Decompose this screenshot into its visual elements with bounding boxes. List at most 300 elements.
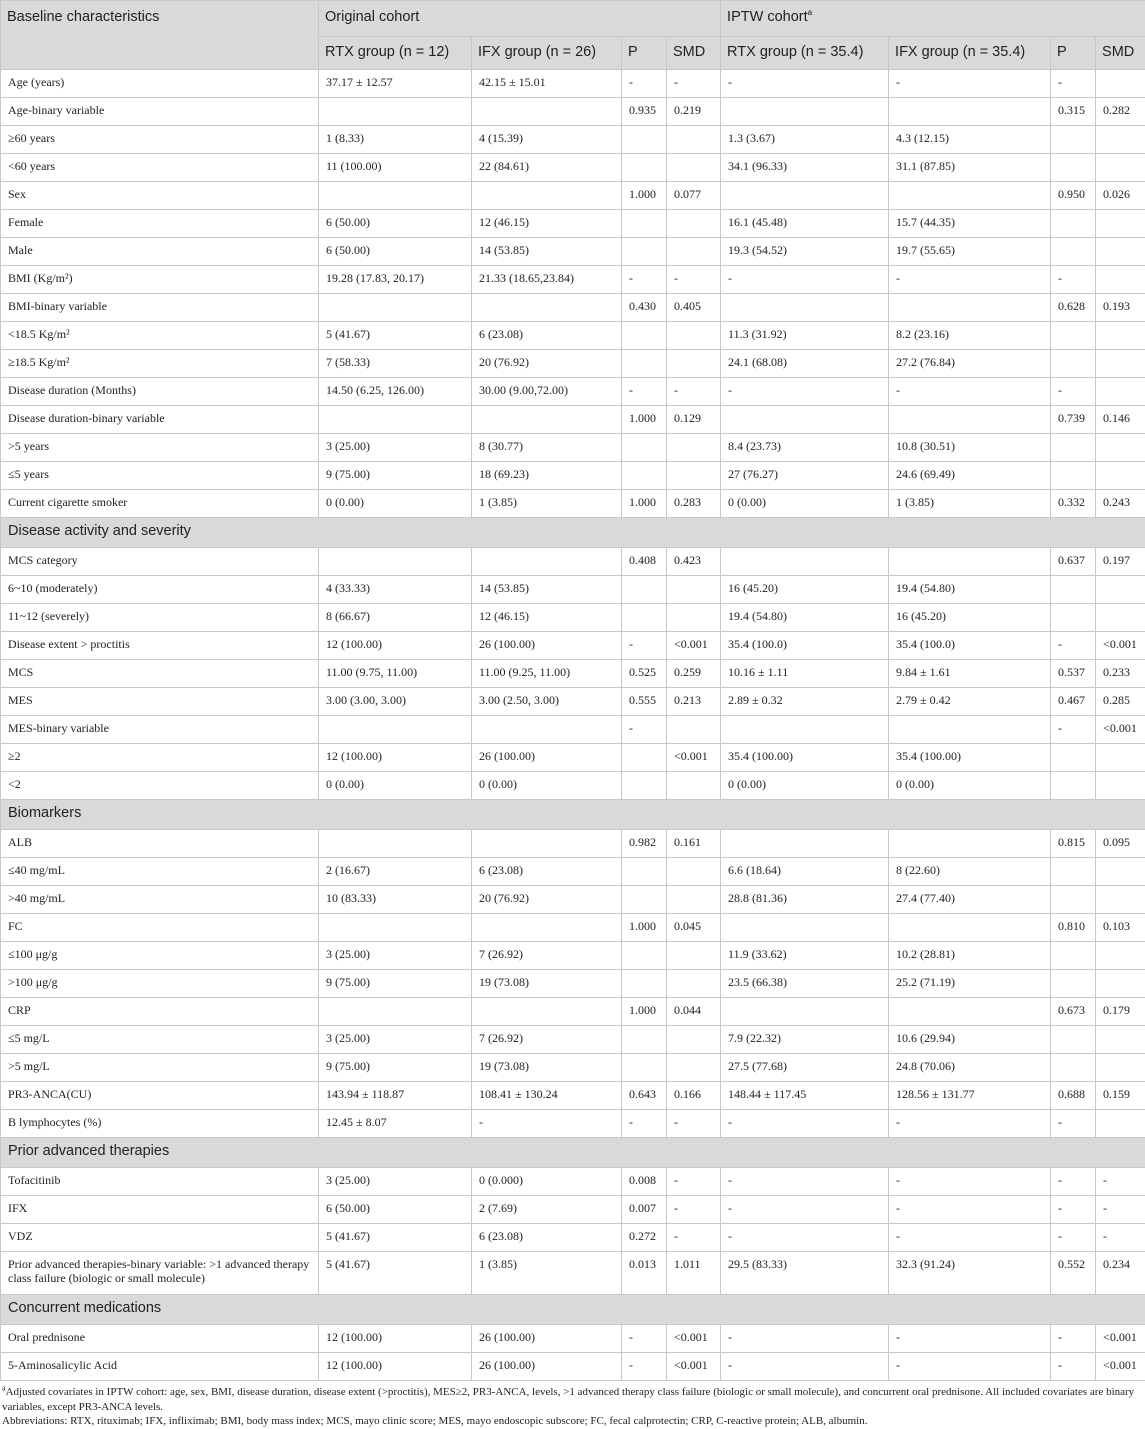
cell-iptw-ifx: 27.4 (77.40) — [889, 886, 1051, 914]
cell-orig-smd — [667, 322, 721, 350]
cell-iptw-rtx: 11.9 (33.62) — [721, 942, 889, 970]
section-title: Disease activity and severity — [1, 518, 1145, 548]
cell-characteristic: Male — [1, 238, 319, 266]
header-orig-smd: SMD — [667, 37, 721, 70]
cell-iptw-smd: 0.197 — [1096, 548, 1145, 576]
cell-orig-p — [622, 744, 667, 772]
table-body — [1, 70, 1145, 1381]
cell-orig-ifx: 14 (53.85) — [472, 576, 622, 604]
cell-characteristic: <60 years — [1, 154, 319, 182]
cell-characteristic: ≥60 years — [1, 126, 319, 154]
cell-iptw-rtx: 148.44 ± 117.45 — [721, 1082, 889, 1110]
cell-iptw-rtx: 11.3 (31.92) — [721, 322, 889, 350]
header-iptw-ifx: IFX group (n = 35.4) — [889, 37, 1051, 70]
cell-iptw-rtx: 19.3 (54.52) — [721, 238, 889, 266]
cell-iptw-rtx: - — [721, 378, 889, 406]
cell-iptw-p — [1051, 350, 1096, 378]
cell-iptw-rtx: - — [721, 1325, 889, 1353]
cell-orig-smd: <0.001 — [667, 632, 721, 660]
cell-orig-smd — [667, 576, 721, 604]
table-row — [1, 1353, 1145, 1381]
cell-iptw-smd — [1096, 322, 1145, 350]
table-row — [1, 378, 1145, 406]
cell-orig-rtx: 6 (50.00) — [319, 1196, 472, 1224]
cell-iptw-p: 0.815 — [1051, 830, 1096, 858]
cell-orig-ifx: 7 (26.92) — [472, 942, 622, 970]
cell-iptw-ifx: - — [889, 1353, 1051, 1381]
cell-orig-rtx: 0 (0.00) — [319, 772, 472, 800]
header-iptw-smd: SMD — [1096, 37, 1145, 70]
table-row — [1, 830, 1145, 858]
cell-orig-rtx: 14.50 (6.25, 126.00) — [319, 378, 472, 406]
cell-iptw-ifx: 1 (3.85) — [889, 490, 1051, 518]
cell-iptw-rtx — [721, 548, 889, 576]
cell-orig-p: 0.272 — [622, 1224, 667, 1252]
cell-iptw-p — [1051, 604, 1096, 632]
cell-iptw-p — [1051, 238, 1096, 266]
cell-orig-smd — [667, 210, 721, 238]
cell-iptw-smd — [1096, 434, 1145, 462]
cell-orig-p — [622, 154, 667, 182]
cell-iptw-ifx: 24.8 (70.06) — [889, 1054, 1051, 1082]
cell-iptw-ifx: - — [889, 1196, 1051, 1224]
cell-iptw-rtx: 23.5 (66.38) — [721, 970, 889, 998]
cell-orig-ifx: 108.41 ± 130.24 — [472, 1082, 622, 1110]
cell-iptw-ifx: 10.6 (29.94) — [889, 1026, 1051, 1054]
cell-characteristic: MCS category — [1, 548, 319, 576]
cell-characteristic: MCS — [1, 660, 319, 688]
table-footnotes — [0, 1381, 1145, 1429]
cell-orig-ifx: 30.00 (9.00,72.00) — [472, 378, 622, 406]
cell-iptw-smd: 0.233 — [1096, 660, 1145, 688]
table-row — [1, 548, 1145, 576]
table-row — [1, 886, 1145, 914]
cell-orig-smd: 0.283 — [667, 490, 721, 518]
cell-iptw-ifx: 27.2 (76.84) — [889, 350, 1051, 378]
cell-characteristic: ≤40 mg/mL — [1, 858, 319, 886]
cell-iptw-p: 0.537 — [1051, 660, 1096, 688]
cell-iptw-rtx: 19.4 (54.80) — [721, 604, 889, 632]
cell-iptw-rtx — [721, 914, 889, 942]
header-iptw-rtx: RTX group (n = 35.4) — [721, 37, 889, 70]
cell-orig-smd: 0.045 — [667, 914, 721, 942]
cell-orig-p: 0.008 — [622, 1168, 667, 1196]
cell-orig-rtx — [319, 914, 472, 942]
cell-iptw-ifx — [889, 98, 1051, 126]
cell-iptw-smd: - — [1096, 1168, 1145, 1196]
cell-orig-smd: 0.219 — [667, 98, 721, 126]
table-row — [1, 632, 1145, 660]
cell-iptw-p: - — [1051, 70, 1096, 98]
cell-orig-rtx: 11 (100.00) — [319, 154, 472, 182]
cell-orig-ifx: 14 (53.85) — [472, 238, 622, 266]
table-row — [1, 1054, 1145, 1082]
cell-iptw-smd: <0.001 — [1096, 1325, 1145, 1353]
cell-iptw-p: 0.315 — [1051, 98, 1096, 126]
cell-iptw-smd — [1096, 886, 1145, 914]
cell-orig-p — [622, 1054, 667, 1082]
cell-iptw-ifx: - — [889, 1110, 1051, 1138]
cell-orig-rtx — [319, 830, 472, 858]
cell-orig-p — [622, 210, 667, 238]
cell-orig-p: 0.982 — [622, 830, 667, 858]
cell-orig-ifx: 6 (23.08) — [472, 1224, 622, 1252]
cell-iptw-rtx: 34.1 (96.33) — [721, 154, 889, 182]
table-row — [1, 942, 1145, 970]
cell-iptw-rtx: 16.1 (45.48) — [721, 210, 889, 238]
table-row — [1, 154, 1145, 182]
cell-orig-rtx — [319, 716, 472, 744]
cell-orig-smd — [667, 350, 721, 378]
cell-iptw-smd — [1096, 378, 1145, 406]
cell-orig-smd — [667, 716, 721, 744]
cell-iptw-p — [1051, 462, 1096, 490]
cell-iptw-rtx: 10.16 ± 1.11 — [721, 660, 889, 688]
cell-iptw-smd: 0.103 — [1096, 914, 1145, 942]
cell-iptw-smd: 0.243 — [1096, 490, 1145, 518]
cell-orig-rtx: 3.00 (3.00, 3.00) — [319, 688, 472, 716]
cell-characteristic: ALB — [1, 830, 319, 858]
header-iptw-footnote-mark: a — [808, 8, 812, 17]
cell-orig-smd — [667, 434, 721, 462]
cell-iptw-ifx: - — [889, 266, 1051, 294]
cell-orig-p: 0.555 — [622, 688, 667, 716]
cell-characteristic: Oral prednisone — [1, 1325, 319, 1353]
cell-characteristic: Disease duration-binary variable — [1, 406, 319, 434]
cell-orig-p — [622, 350, 667, 378]
cell-orig-smd — [667, 154, 721, 182]
cell-iptw-ifx: 128.56 ± 131.77 — [889, 1082, 1051, 1110]
cell-orig-ifx: 20 (76.92) — [472, 350, 622, 378]
cell-iptw-p: - — [1051, 632, 1096, 660]
cell-orig-p: 0.408 — [622, 548, 667, 576]
cell-iptw-rtx: 24.1 (68.08) — [721, 350, 889, 378]
cell-iptw-rtx: - — [721, 1168, 889, 1196]
cell-characteristic: ≤5 mg/L — [1, 1026, 319, 1054]
cell-iptw-p: 0.628 — [1051, 294, 1096, 322]
cell-iptw-rtx: 8.4 (23.73) — [721, 434, 889, 462]
table-row — [1, 490, 1145, 518]
cell-orig-ifx: 19 (73.08) — [472, 970, 622, 998]
cell-orig-p: 0.013 — [622, 1252, 667, 1295]
header-orig-ifx: IFX group (n = 26) — [472, 37, 622, 70]
cell-orig-ifx — [472, 830, 622, 858]
cell-orig-p: - — [622, 266, 667, 294]
cell-iptw-ifx: 32.3 (91.24) — [889, 1252, 1051, 1295]
cell-orig-ifx — [472, 914, 622, 942]
cell-orig-rtx: 37.17 ± 12.57 — [319, 70, 472, 98]
cell-orig-ifx: 26 (100.00) — [472, 632, 622, 660]
cell-iptw-p: - — [1051, 1110, 1096, 1138]
cell-orig-p: - — [622, 632, 667, 660]
table-row — [1, 126, 1145, 154]
table-row — [1, 744, 1145, 772]
cell-iptw-rtx: 28.8 (81.36) — [721, 886, 889, 914]
cell-characteristic: Disease extent > proctitis — [1, 632, 319, 660]
cell-iptw-smd — [1096, 1026, 1145, 1054]
cell-orig-rtx — [319, 294, 472, 322]
cell-orig-smd: - — [667, 266, 721, 294]
cell-iptw-p: - — [1051, 1224, 1096, 1252]
table-row — [1, 970, 1145, 998]
cell-orig-ifx: 6 (23.08) — [472, 858, 622, 886]
cell-orig-rtx: 9 (75.00) — [319, 1054, 472, 1082]
cell-orig-ifx: 7 (26.92) — [472, 1026, 622, 1054]
cell-iptw-ifx — [889, 406, 1051, 434]
table-row — [1, 210, 1145, 238]
cell-orig-rtx: 12 (100.00) — [319, 1325, 472, 1353]
cell-iptw-ifx: - — [889, 1224, 1051, 1252]
cell-characteristic: VDZ — [1, 1224, 319, 1252]
cell-iptw-rtx: 6.6 (18.64) — [721, 858, 889, 886]
cell-iptw-smd — [1096, 350, 1145, 378]
cell-orig-ifx: 1 (3.85) — [472, 490, 622, 518]
cell-orig-p: - — [622, 378, 667, 406]
table-row — [1, 406, 1145, 434]
section-title: Prior advanced therapies — [1, 1138, 1145, 1168]
cell-orig-p: 1.000 — [622, 490, 667, 518]
cell-characteristic: B lymphocytes (%) — [1, 1110, 319, 1138]
cell-iptw-ifx — [889, 830, 1051, 858]
cell-iptw-smd: 0.146 — [1096, 406, 1145, 434]
cell-characteristic: <18.5 Kg/m² — [1, 322, 319, 350]
cell-orig-ifx: 20 (76.92) — [472, 886, 622, 914]
cell-iptw-rtx: 16 (45.20) — [721, 576, 889, 604]
cell-iptw-smd — [1096, 266, 1145, 294]
cell-orig-p — [622, 1026, 667, 1054]
table-row — [1, 1026, 1145, 1054]
cell-iptw-p — [1051, 154, 1096, 182]
header-orig-p: P — [622, 37, 667, 70]
cell-orig-p: - — [622, 716, 667, 744]
cell-orig-smd: 0.166 — [667, 1082, 721, 1110]
cell-iptw-smd — [1096, 970, 1145, 998]
cell-orig-smd — [667, 126, 721, 154]
cell-orig-p: 1.000 — [622, 406, 667, 434]
cell-orig-rtx: 12 (100.00) — [319, 1353, 472, 1381]
cell-characteristic: Current cigarette smoker — [1, 490, 319, 518]
cell-orig-rtx: 143.94 ± 118.87 — [319, 1082, 472, 1110]
cell-iptw-smd: 0.179 — [1096, 998, 1145, 1026]
cell-orig-smd — [667, 970, 721, 998]
cell-orig-smd: - — [667, 1196, 721, 1224]
table-row — [1, 266, 1145, 294]
cell-orig-smd — [667, 858, 721, 886]
cell-characteristic: Age (years) — [1, 70, 319, 98]
cell-iptw-smd — [1096, 462, 1145, 490]
cell-iptw-p: 0.552 — [1051, 1252, 1096, 1295]
cell-orig-ifx — [472, 716, 622, 744]
cell-orig-p — [622, 858, 667, 886]
cell-orig-ifx — [472, 998, 622, 1026]
cell-iptw-rtx — [721, 98, 889, 126]
cell-orig-smd: - — [667, 70, 721, 98]
cell-iptw-p: 0.950 — [1051, 182, 1096, 210]
cell-iptw-smd: <0.001 — [1096, 716, 1145, 744]
cell-iptw-smd: 0.193 — [1096, 294, 1145, 322]
cell-orig-ifx: 2 (7.69) — [472, 1196, 622, 1224]
cell-orig-smd — [667, 942, 721, 970]
cell-orig-ifx: 3.00 (2.50, 3.00) — [472, 688, 622, 716]
cell-characteristic: >100 μg/g — [1, 970, 319, 998]
cell-iptw-ifx — [889, 914, 1051, 942]
cell-orig-p — [622, 604, 667, 632]
cell-iptw-smd — [1096, 576, 1145, 604]
cell-iptw-smd — [1096, 154, 1145, 182]
header-iptw-cohort — [721, 1, 1145, 37]
cell-iptw-rtx: 35.4 (100.00) — [721, 744, 889, 772]
cell-characteristic: IFX — [1, 1196, 319, 1224]
cell-orig-rtx: 1 (8.33) — [319, 126, 472, 154]
cell-iptw-ifx: 19.7 (55.65) — [889, 238, 1051, 266]
cell-iptw-rtx: 1.3 (3.67) — [721, 126, 889, 154]
cell-iptw-ifx: 9.84 ± 1.61 — [889, 660, 1051, 688]
cell-orig-smd — [667, 462, 721, 490]
table-row — [1, 998, 1145, 1026]
table-row — [1, 294, 1145, 322]
cell-orig-smd — [667, 1054, 721, 1082]
section-row — [1, 800, 1145, 830]
cell-orig-ifx: 4 (15.39) — [472, 126, 622, 154]
cell-iptw-smd — [1096, 604, 1145, 632]
cell-orig-smd: 0.161 — [667, 830, 721, 858]
table-row — [1, 462, 1145, 490]
cell-orig-rtx: 5 (41.67) — [319, 322, 472, 350]
cell-iptw-rtx — [721, 830, 889, 858]
cell-orig-rtx: 3 (25.00) — [319, 1168, 472, 1196]
cell-orig-p: 0.430 — [622, 294, 667, 322]
cell-characteristic: ≥18.5 Kg/m² — [1, 350, 319, 378]
cell-characteristic: Prior advanced therapies-binary variable: >1 advanced therapy class failure (biologic or small molecule) — [1, 1252, 319, 1295]
cell-iptw-rtx: - — [721, 1224, 889, 1252]
cell-iptw-ifx — [889, 716, 1051, 744]
cell-iptw-p: - — [1051, 1196, 1096, 1224]
cell-characteristic: BMI (Kg/m²) — [1, 266, 319, 294]
table-row — [1, 434, 1145, 462]
cell-orig-smd: <0.001 — [667, 1325, 721, 1353]
cell-iptw-ifx — [889, 294, 1051, 322]
cell-characteristic: PR3-ANCA(CU) — [1, 1082, 319, 1110]
cell-iptw-smd: 0.234 — [1096, 1252, 1145, 1295]
cell-iptw-ifx: 10.8 (30.51) — [889, 434, 1051, 462]
cell-orig-rtx: 6 (50.00) — [319, 210, 472, 238]
cell-iptw-ifx: 8 (22.60) — [889, 858, 1051, 886]
cell-characteristic: Tofacitinib — [1, 1168, 319, 1196]
cell-orig-ifx — [472, 548, 622, 576]
cell-orig-rtx — [319, 98, 472, 126]
table-row — [1, 322, 1145, 350]
cell-orig-p: - — [622, 70, 667, 98]
cell-orig-ifx: 19 (73.08) — [472, 1054, 622, 1082]
cell-iptw-smd: 0.282 — [1096, 98, 1145, 126]
section-title: Biomarkers — [1, 800, 1145, 830]
cell-orig-smd: 0.077 — [667, 182, 721, 210]
cell-iptw-ifx: 35.4 (100.0) — [889, 632, 1051, 660]
cell-orig-ifx — [472, 98, 622, 126]
cell-iptw-rtx: 2.89 ± 0.32 — [721, 688, 889, 716]
cell-orig-ifx: 0 (0.00) — [472, 772, 622, 800]
table-row — [1, 182, 1145, 210]
cell-orig-rtx: 4 (33.33) — [319, 576, 472, 604]
cell-iptw-smd — [1096, 858, 1145, 886]
cell-iptw-ifx: 24.6 (69.49) — [889, 462, 1051, 490]
cell-orig-p: - — [622, 1325, 667, 1353]
cell-iptw-smd: 0.095 — [1096, 830, 1145, 858]
cell-iptw-rtx: 35.4 (100.0) — [721, 632, 889, 660]
cell-orig-p: 1.000 — [622, 914, 667, 942]
cell-iptw-rtx — [721, 182, 889, 210]
cell-characteristic: >5 years — [1, 434, 319, 462]
cell-iptw-p — [1051, 858, 1096, 886]
cell-iptw-rtx — [721, 998, 889, 1026]
cell-iptw-smd — [1096, 70, 1145, 98]
cell-iptw-p: - — [1051, 378, 1096, 406]
cell-iptw-smd: 0.285 — [1096, 688, 1145, 716]
section-row — [1, 1138, 1145, 1168]
cell-orig-p — [622, 576, 667, 604]
cell-orig-rtx: 3 (25.00) — [319, 1026, 472, 1054]
cell-orig-ifx: 26 (100.00) — [472, 1325, 622, 1353]
cell-iptw-smd — [1096, 1110, 1145, 1138]
cell-orig-ifx: - — [472, 1110, 622, 1138]
cell-iptw-rtx: 29.5 (83.33) — [721, 1252, 889, 1295]
cell-orig-rtx: 11.00 (9.75, 11.00) — [319, 660, 472, 688]
cell-orig-smd: - — [667, 1224, 721, 1252]
cell-iptw-rtx: - — [721, 1353, 889, 1381]
cell-iptw-rtx: 0 (0.00) — [721, 490, 889, 518]
cell-iptw-ifx — [889, 182, 1051, 210]
cell-characteristic: <2 — [1, 772, 319, 800]
cell-characteristic: MES-binary variable — [1, 716, 319, 744]
cell-iptw-ifx — [889, 548, 1051, 576]
table-row — [1, 1224, 1145, 1252]
cell-iptw-ifx: 19.4 (54.80) — [889, 576, 1051, 604]
cell-iptw-p: 0.739 — [1051, 406, 1096, 434]
table-row — [1, 1252, 1145, 1295]
cell-orig-smd — [667, 238, 721, 266]
header-original-cohort: Original cohort — [319, 1, 721, 37]
table-row — [1, 914, 1145, 942]
cell-orig-rtx: 3 (25.00) — [319, 434, 472, 462]
cell-orig-p: 1.000 — [622, 182, 667, 210]
cell-orig-ifx: 26 (100.00) — [472, 1353, 622, 1381]
cell-iptw-smd: - — [1096, 1196, 1145, 1224]
cell-orig-rtx: 7 (58.33) — [319, 350, 472, 378]
cell-iptw-p: 0.332 — [1051, 490, 1096, 518]
cell-iptw-p — [1051, 126, 1096, 154]
cell-iptw-smd — [1096, 126, 1145, 154]
cell-orig-rtx: 12.45 ± 8.07 — [319, 1110, 472, 1138]
table-row — [1, 688, 1145, 716]
cell-iptw-ifx: 35.4 (100.00) — [889, 744, 1051, 772]
table-row — [1, 576, 1145, 604]
cell-orig-p: 1.000 — [622, 998, 667, 1026]
cell-iptw-smd: 0.159 — [1096, 1082, 1145, 1110]
cell-iptw-rtx: 0 (0.00) — [721, 772, 889, 800]
header-baseline-characteristics: Baseline characteristics — [1, 1, 319, 70]
cell-iptw-smd — [1096, 1054, 1145, 1082]
cell-characteristic: Age-binary variable — [1, 98, 319, 126]
cell-iptw-ifx — [889, 998, 1051, 1026]
header-iptw-p: P — [1051, 37, 1096, 70]
cell-iptw-ifx: 25.2 (71.19) — [889, 970, 1051, 998]
section-row — [1, 518, 1145, 548]
cell-orig-rtx — [319, 406, 472, 434]
table-row — [1, 1110, 1145, 1138]
cell-orig-smd: 0.044 — [667, 998, 721, 1026]
cell-iptw-ifx: 15.7 (44.35) — [889, 210, 1051, 238]
cell-orig-rtx: 10 (83.33) — [319, 886, 472, 914]
